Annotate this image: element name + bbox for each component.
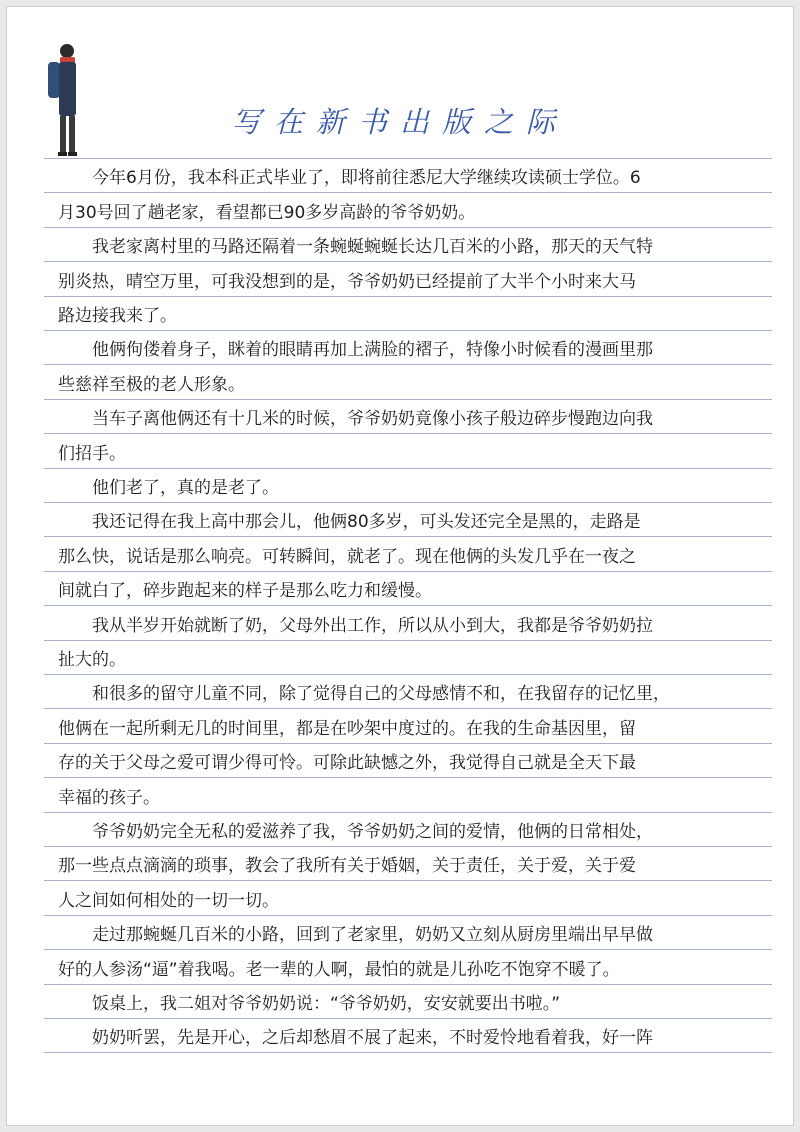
text-line	[0, 434, 800, 468]
text-line-content: 人之间如何相处的一切一切。	[58, 890, 279, 911]
text-line-content: 扯大的。	[58, 650, 126, 670]
page-title: 写在新书出版之际	[231, 105, 568, 139]
text-line-content: 好的人参汤“逼”着我喝。老一辈的人啊，最怕的就是儿孙吃不饱穿不暖了。	[58, 959, 620, 980]
text-line-content: 走过那蜿蜒几百米的小路，回到了老家里，奶奶又立刻从厨房里端出早早做	[92, 925, 653, 946]
text-line-content: 别炎热，晴空万里，可我没想到的是，爷爷奶奶已经提前了大半个小时来大马	[58, 271, 636, 292]
text-line	[0, 915, 800, 949]
text-line-content: 们招手。	[58, 443, 126, 464]
text-line-content: 他们老了，真的是老了。	[92, 478, 279, 498]
text-line-content: 那一些点点滴滴的琐事，教会了我所有关于婚姻，关于责任，关于爱，关于爱	[58, 856, 636, 877]
text-line	[0, 674, 800, 708]
text-line	[0, 1018, 800, 1052]
text-line-content: 我从半岁开始就断了奶，父母外出工作，所以从小到大，我都是爷爷奶奶拉	[92, 615, 653, 636]
text-line	[0, 330, 800, 364]
text-line	[0, 227, 800, 261]
text-line	[0, 502, 800, 536]
text-line	[0, 743, 800, 777]
text-line-content: 间就白了，碎步跑起来的样子是那么吃力和缓慢。	[58, 581, 432, 602]
text-line-content: 饭桌上，我二姐对爷爷奶奶说：“爷爷奶奶，安安就要出书啦。”	[92, 994, 561, 1014]
text-line	[0, 984, 800, 1018]
text-line-content: 月30号回了趟老家，看望都已90多岁高龄的爷爷奶奶。	[58, 202, 476, 223]
text-line-content: 他俩在一起所剩无几的时间里，都是在吵架中度过的。在我的生命基因里，留	[58, 718, 636, 739]
text-line-content: 我老家离村里的马路还隔着一条蜿蜒蜿蜒长达几百米的小路，那天的天气特	[92, 237, 653, 258]
text-line-content: 那么快，说话是那么响亮。可转瞬间，就老了。现在他俩的头发几乎在一夜之	[58, 546, 636, 567]
text-line	[0, 296, 800, 330]
text-line	[0, 365, 800, 399]
text-line	[0, 262, 800, 296]
text-line-content: 奶奶听罢，先是开心，之后却愁眉不展了起来，不时爱怜地看着我，好一阵	[92, 1028, 653, 1049]
text-line-content: 路边接我来了。	[58, 306, 177, 326]
text-line-content: 幸福的孩子。	[58, 787, 160, 808]
text-line	[0, 399, 800, 433]
text-line-content: 些慈祥至极的老人形象。	[58, 374, 245, 395]
text-line	[0, 778, 800, 812]
ruled-line	[44, 1052, 772, 1053]
text-line-content: 他俩佝偻着身子，眯着的眼睛再加上满脸的褶子，特像小时候看的漫画里那	[92, 340, 653, 361]
text-line	[0, 158, 800, 192]
text-line	[0, 640, 800, 674]
text-line-content: 我还记得在我上高中那会儿，他俩80多岁，可头发还完全是黑的，走路是	[92, 512, 641, 533]
text-line	[0, 950, 800, 984]
text-line-content: 今年6月份，我本科正式毕业了，即将前往悉尼大学继续攻读硕士学位。6	[92, 168, 641, 189]
text-line	[0, 193, 800, 227]
text-line-content: 存的关于父母之爱可谓少得可怜。可除此缺憾之外，我觉得自己就是全天下最	[58, 753, 636, 774]
text-line	[0, 846, 800, 880]
text-line	[0, 812, 800, 846]
text-line	[0, 881, 800, 915]
text-line	[0, 468, 800, 502]
text-line	[0, 709, 800, 743]
text-line-content: 当车子离他俩还有十几米的时候，爷爷奶奶竟像小孩子般边碎步慢跑边向我	[92, 409, 653, 430]
text-line-content: 爷爷奶奶完全无私的爱滋养了我，爷爷奶奶之间的爱情，他俩的日常相处，	[92, 822, 653, 842]
text-line-content: 和很多的留守儿童不同，除了觉得自己的父母感情不和，在我留存的记忆里，	[92, 684, 670, 705]
text-line	[0, 606, 800, 640]
text-line	[0, 571, 800, 605]
text-line	[0, 537, 800, 571]
